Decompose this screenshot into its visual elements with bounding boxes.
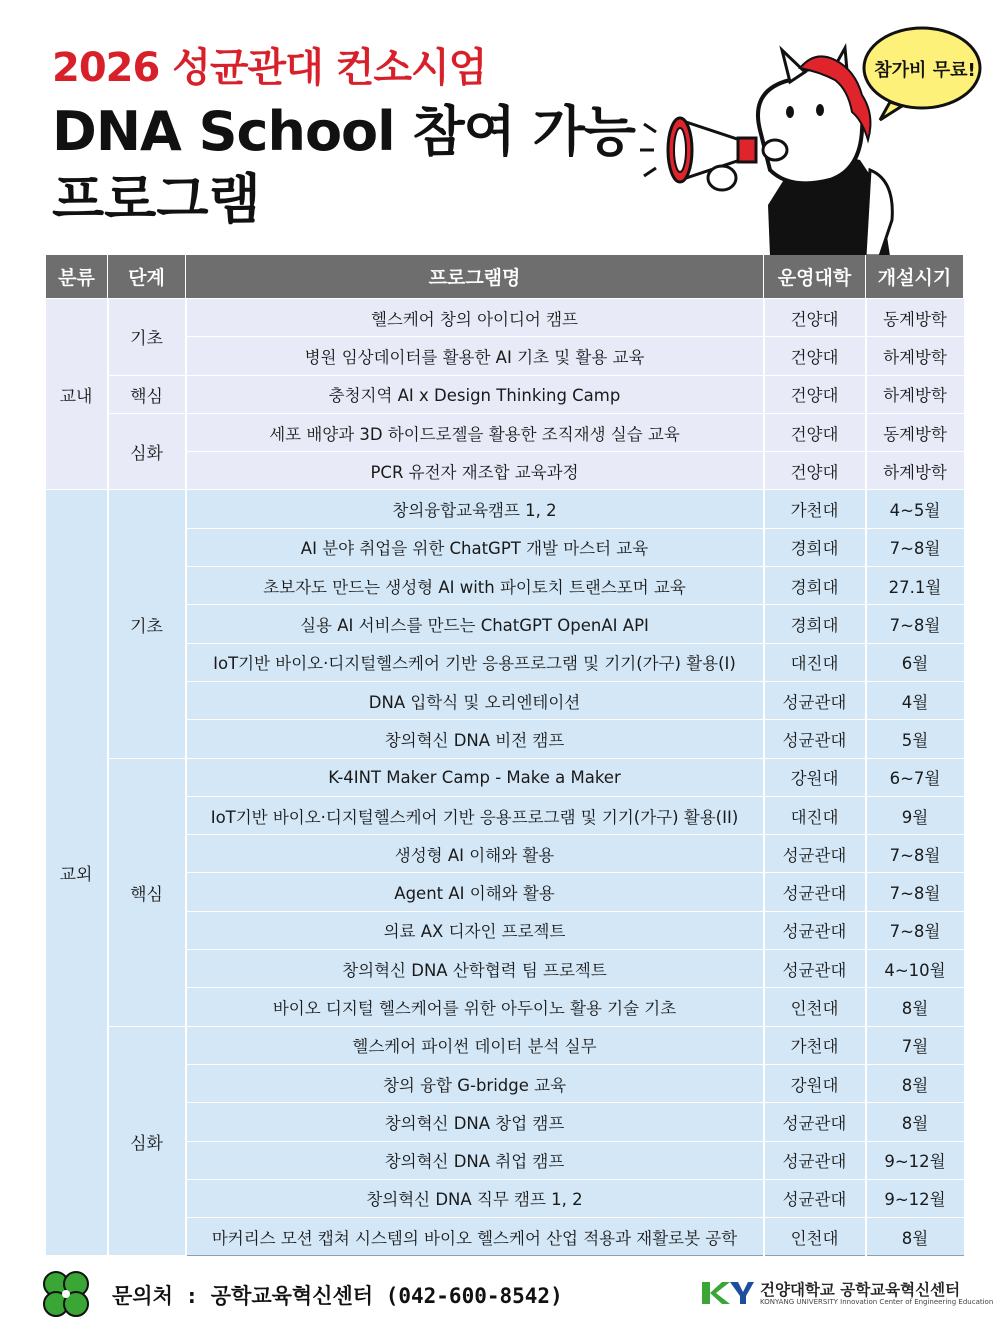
university-cell: 성균관대 (764, 1141, 866, 1179)
period-cell: 6월 (866, 643, 964, 681)
period-cell: 4월 (866, 681, 964, 719)
konyang-logo-icon (702, 1280, 754, 1306)
program-name-cell: IoT기반 바이오·디지털헬스케어 기반 응용프로그램 및 기기(가구) 활용(II) (186, 796, 764, 834)
program-name-cell: K-4INT Maker Camp - Make a Maker (186, 758, 764, 796)
university-cell: 성균관대 (764, 720, 866, 758)
program-table (45, 255, 964, 1256)
level-cell: 핵심 (108, 758, 186, 1026)
category-cell: 교내 (46, 299, 108, 490)
program-name-cell: 창의혁신 DNA 직무 캠프 1, 2 (186, 1179, 764, 1217)
period-cell: 9월 (866, 796, 964, 834)
program-name-cell: 바이오 디지털 헬스케어를 위한 아두이노 활용 기술 기초 (186, 988, 764, 1026)
header-program: 프로그램명 (186, 255, 764, 299)
period-cell: 8월 (866, 1103, 964, 1141)
university-cell: 강원대 (764, 758, 866, 796)
university-center-name: 건양대학교 공학교육혁신센터 (760, 1281, 961, 1299)
free-participation-badge: 참가비 무료! (874, 60, 976, 81)
period-cell: 8월 (866, 1218, 964, 1256)
program-name-cell: 실용 AI 서비스를 만드는 ChatGPT OpenAI API (186, 605, 764, 643)
period-cell: 6~7월 (866, 758, 964, 796)
university-cell: 경희대 (764, 605, 866, 643)
program-name-cell: IoT기반 바이오·디지털헬스케어 기반 응용프로그램 및 기기(가구) 활용(I) (186, 643, 764, 681)
period-cell: 9~12월 (866, 1179, 964, 1217)
table-row (46, 413, 964, 451)
program-name-cell: 의료 AX 디자인 프로젝트 (186, 911, 764, 949)
period-cell: 7~8월 (866, 528, 964, 566)
university-cell: 건양대 (764, 299, 866, 337)
header-university: 운영대학 (764, 255, 866, 299)
program-name-cell: 병원 임상데이터를 활용한 AI 기초 및 활용 교육 (186, 337, 764, 375)
university-cell: 성균관대 (764, 1103, 866, 1141)
period-cell: 7~8월 (866, 835, 964, 873)
university-cell: 강원대 (764, 1064, 866, 1102)
level-cell: 심화 (108, 1026, 186, 1256)
program-name-cell: 헬스케어 창의 아이디어 캠프 (186, 299, 764, 337)
period-cell: 동계방학 (866, 299, 964, 337)
program-name-cell: 창의혁신 DNA 취업 캠프 (186, 1141, 764, 1179)
program-name-cell: 창의 융합 G-bridge 교육 (186, 1064, 764, 1102)
table-row (46, 758, 964, 796)
program-name-cell: 창의혁신 DNA 창업 캠프 (186, 1103, 764, 1141)
university-cell: 성균관대 (764, 835, 866, 873)
level-cell: 기초 (108, 299, 186, 376)
university-cell: 경희대 (764, 528, 866, 566)
table-row (46, 375, 964, 413)
level-cell: 핵심 (108, 375, 186, 413)
program-name-cell: DNA 입학식 및 오리엔테이션 (186, 681, 764, 719)
program-name-cell: 충청지역 AI x Design Thinking Camp (186, 375, 764, 413)
period-cell: 4~5월 (866, 490, 964, 528)
program-name-cell: 창의혁신 DNA 비전 캠프 (186, 720, 764, 758)
program-name-cell: 창의혁신 DNA 산학협력 팀 프로젝트 (186, 950, 764, 988)
program-name-cell: 초보자도 만드는 생성형 AI with 파이토치 트랜스포머 교육 (186, 567, 764, 605)
university-cell: 성균관대 (764, 873, 866, 911)
university-cell: 가천대 (764, 490, 866, 528)
title-line-1: 2026 성균관대 컨소시엄 (52, 45, 487, 91)
university-cell: 대진대 (764, 643, 866, 681)
period-cell: 7~8월 (866, 605, 964, 643)
period-cell: 5월 (866, 720, 964, 758)
period-cell: 7월 (866, 1026, 964, 1064)
level-cell: 기초 (108, 490, 186, 758)
category-cell: 교외 (46, 490, 108, 1256)
university-cell: 가천대 (764, 1026, 866, 1064)
university-cell: 성균관대 (764, 950, 866, 988)
header-category: 분류 (46, 255, 108, 299)
period-cell: 하계방학 (866, 375, 964, 413)
header-period: 개설시기 (866, 255, 964, 299)
program-name-cell: 세포 배양과 3D 하이드로젤을 활용한 조직재생 실습 교육 (186, 413, 764, 451)
period-cell: 27.1월 (866, 567, 964, 605)
university-cell: 인천대 (764, 1218, 866, 1256)
period-cell: 7~8월 (866, 911, 964, 949)
period-cell: 4~10월 (866, 950, 964, 988)
header-level: 단계 (108, 255, 186, 299)
program-name-cell: PCR 유전자 재조합 교육과정 (186, 452, 764, 490)
program-name-cell: 생성형 AI 이해와 활용 (186, 835, 764, 873)
university-center-subtitle: KONYANG UNIVERSITY Innovation Center of Engineering Education (760, 1298, 994, 1306)
period-cell: 동계방학 (866, 413, 964, 451)
university-cell: 건양대 (764, 375, 866, 413)
university-cell: 성균관대 (764, 1179, 866, 1217)
table-header-row (46, 255, 964, 299)
program-table-body (46, 299, 964, 1256)
table-row (46, 299, 964, 337)
period-cell: 8월 (866, 1064, 964, 1102)
period-cell: 8월 (866, 988, 964, 1026)
period-cell: 7~8월 (866, 873, 964, 911)
program-name-cell: AI 분야 취업을 위한 ChatGPT 개발 마스터 교육 (186, 528, 764, 566)
level-cell: 심화 (108, 413, 186, 490)
university-cell: 건양대 (764, 337, 866, 375)
contact-info: 문의처 : 공학교육혁신센터 (042-600-8542) (112, 1284, 563, 1308)
table-row (46, 490, 964, 528)
table-row (46, 1026, 964, 1064)
program-name-cell: Agent AI 이해와 활용 (186, 873, 764, 911)
title-line-2: DNA School 참여 가능 (52, 100, 635, 163)
period-cell: 하계방학 (866, 452, 964, 490)
university-cell: 인천대 (764, 988, 866, 1026)
program-name-cell: 헬스케어 파이썬 데이터 분석 실무 (186, 1026, 764, 1064)
university-cell: 건양대 (764, 452, 866, 490)
university-cell: 경희대 (764, 567, 866, 605)
period-cell: 하계방학 (866, 337, 964, 375)
university-cell: 건양대 (764, 413, 866, 451)
university-cell: 성균관대 (764, 681, 866, 719)
clover-icon (40, 1268, 92, 1320)
program-name-cell: 창의융합교육캠프 1, 2 (186, 490, 764, 528)
university-cell: 성균관대 (764, 911, 866, 949)
title-line-3: 프로그램 (52, 168, 261, 231)
period-cell: 9~12월 (866, 1141, 964, 1179)
university-cell: 대진대 (764, 796, 866, 834)
program-name-cell: 마커리스 모션 캡쳐 시스템의 바이오 헬스케어 산업 적용과 재활로봇 공학 (186, 1218, 764, 1256)
